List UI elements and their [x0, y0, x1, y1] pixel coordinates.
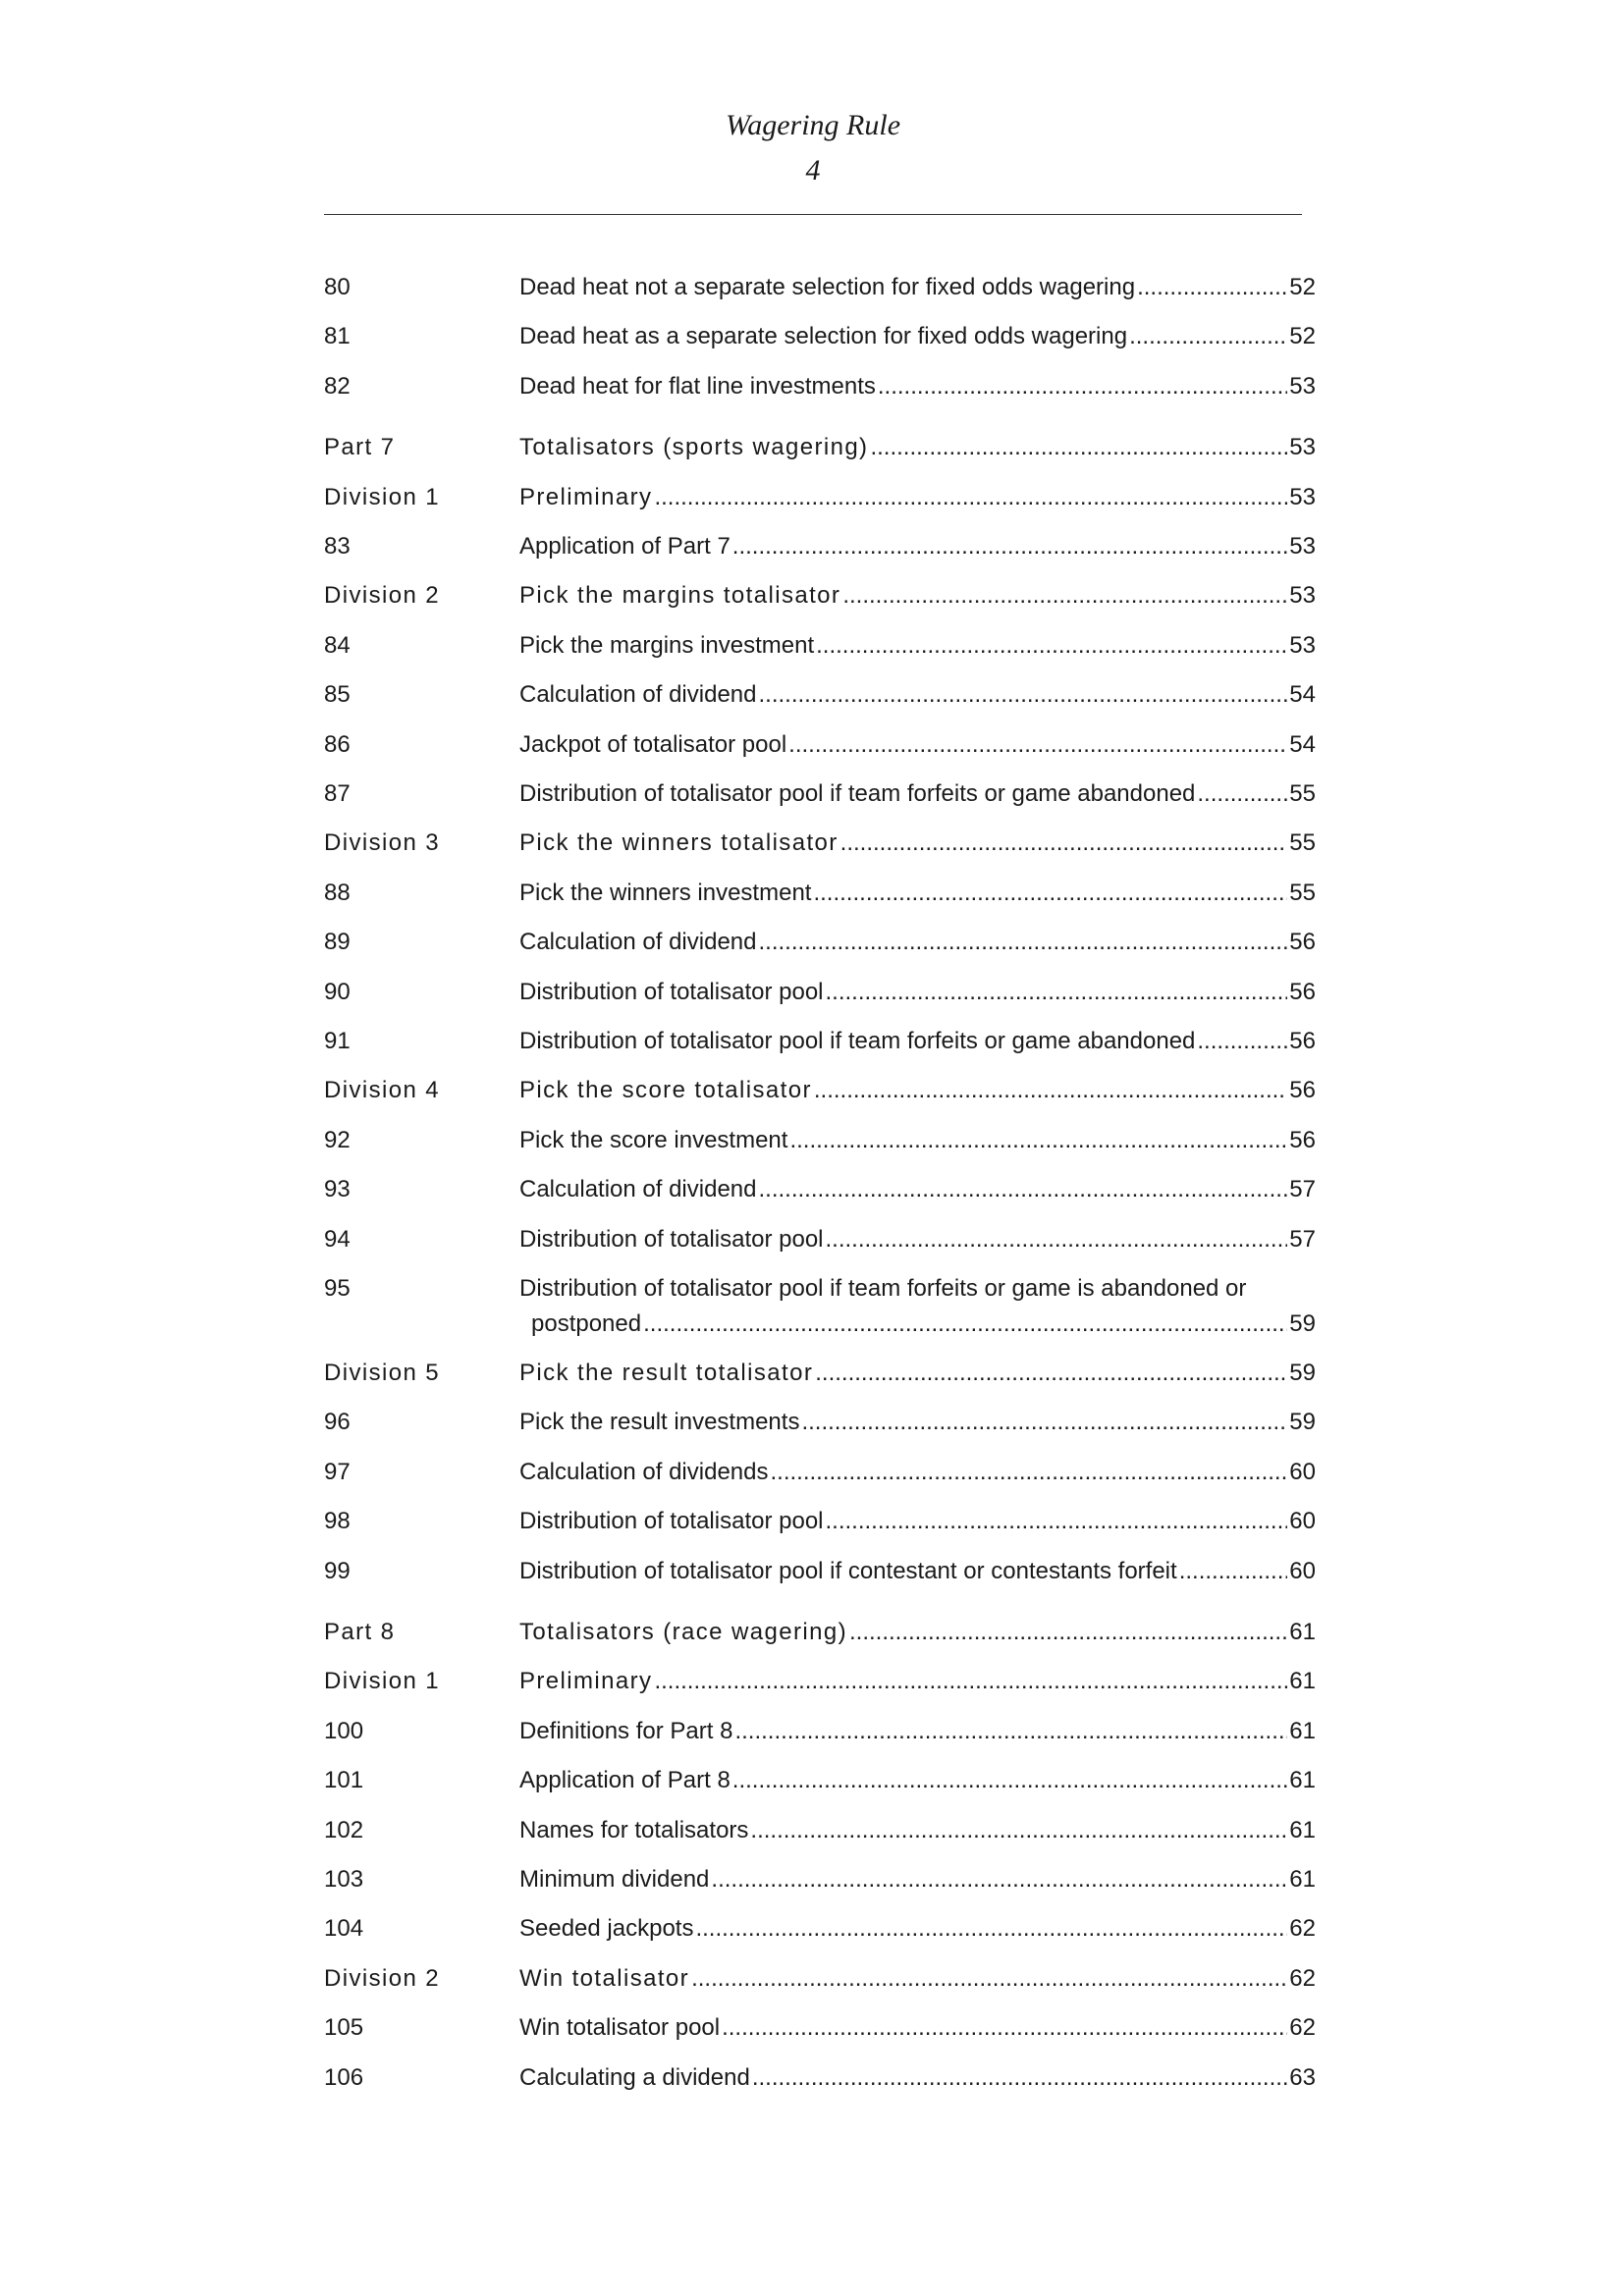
toc-section-row[interactable]	[324, 1027, 1316, 1076]
toc-number: 105	[324, 2014, 364, 2042]
toc-leader-dots	[711, 1865, 1287, 1895]
toc-heading-row[interactable]	[324, 1359, 1316, 1408]
toc-number: 89	[324, 929, 351, 956]
toc-number: 98	[324, 1508, 351, 1535]
toc-entry	[519, 631, 1316, 661]
toc-leader-dots	[691, 1964, 1287, 1994]
toc-leader-dots	[788, 730, 1287, 760]
toc-number: 92	[324, 1126, 351, 1153]
toc-section-row[interactable]	[324, 1766, 1316, 1815]
toc-entry	[519, 273, 1316, 302]
toc-title: Distribution of totalisator pool if team forfeits or game abandoned	[519, 1028, 1196, 1054]
toc-leader-dots	[759, 928, 1288, 957]
toc-title: Seeded jackpots	[519, 1915, 694, 1943]
toc-section-row[interactable]	[324, 1458, 1316, 1507]
toc-number: 100	[324, 1717, 364, 1744]
toc-title: Distribution of totalisator pool	[519, 1225, 824, 1253]
toc-title: Distribution of totalisator pool	[519, 978, 824, 1005]
toc-leader-dots	[732, 532, 1288, 561]
toc-heading-row[interactable]	[324, 1076, 1316, 1125]
toc-leader-dots	[816, 631, 1287, 661]
toc-leader-dots	[826, 1507, 1288, 1536]
toc-title: Calculation of dividend	[519, 681, 757, 709]
toc-title: Application of Part 7	[519, 533, 731, 560]
toc-page: 52	[1289, 274, 1316, 300]
toc-section-row[interactable]	[324, 1274, 1316, 1337]
toc-section-row[interactable]	[324, 1914, 1316, 1963]
toc-page: 52	[1289, 323, 1316, 350]
toc-leader-dots	[1137, 273, 1287, 302]
toc-page: 61	[1289, 1866, 1316, 1893]
toc-section-row[interactable]	[324, 532, 1316, 581]
toc-section-row[interactable]	[324, 1175, 1316, 1224]
toc-section-row[interactable]	[324, 1126, 1316, 1175]
toc-entry	[519, 1766, 1316, 1795]
toc-entry	[519, 730, 1316, 760]
toc-entry	[519, 1507, 1316, 1536]
page-number: 4	[805, 154, 821, 187]
toc-title: Totalisators (sports wagering)	[519, 434, 869, 461]
toc-entry	[519, 1126, 1316, 1155]
toc-page: 60	[1289, 1557, 1316, 1584]
toc-page: 56	[1289, 1077, 1316, 1104]
toc-entry	[519, 1667, 1316, 1696]
toc-leader-dots	[759, 1175, 1288, 1204]
toc-section-row[interactable]	[324, 2013, 1316, 2062]
toc-title: Calculation of dividend	[519, 1176, 757, 1203]
toc-leader-dots	[750, 1816, 1287, 1845]
toc-entry	[519, 483, 1316, 512]
toc-title: Totalisators (race wagering)	[519, 1619, 847, 1645]
toc-entry	[519, 1557, 1316, 1586]
toc-page: 53	[1289, 631, 1316, 659]
toc-section-row[interactable]	[324, 730, 1316, 779]
toc-entry	[519, 1076, 1316, 1105]
toc-page: 57	[1289, 1225, 1316, 1253]
toc-leader-dots	[752, 2063, 1287, 2093]
toc-leader-dots	[878, 372, 1287, 401]
toc-section-row[interactable]	[324, 1717, 1316, 1766]
toc-number: 106	[324, 2063, 364, 2091]
toc-entry	[519, 322, 1316, 351]
toc-leader-dots	[643, 1309, 1287, 1339]
toc-entry	[519, 433, 1316, 462]
toc-leader-dots	[813, 879, 1287, 908]
toc-title: Win totalisator pool	[519, 2014, 721, 2042]
toc-page: 56	[1289, 1126, 1316, 1153]
toc-leader-dots	[1197, 779, 1287, 809]
toc-heading-row[interactable]	[324, 1964, 1316, 2013]
toc-leader-dots	[842, 581, 1287, 611]
toc-title: Minimum dividend	[519, 1866, 710, 1893]
toc-heading-row[interactable]	[324, 828, 1316, 878]
toc-title: Dead heat for flat line investments	[519, 372, 876, 400]
toc-section-row[interactable]	[324, 779, 1316, 828]
toc-title-continued: postponed	[531, 1310, 642, 1337]
toc-number: 103	[324, 1866, 364, 1893]
toc-entry	[519, 372, 1316, 401]
toc-section-row[interactable]	[324, 2063, 1316, 2112]
toc-leader-dots	[1129, 322, 1287, 351]
toc-leader-dots	[732, 1766, 1288, 1795]
running-header	[324, 106, 1302, 190]
toc-page: 61	[1289, 1767, 1316, 1794]
toc-title: Distribution of totalisator pool if team forfeits or game abandoned	[519, 780, 1196, 807]
toc-section-row[interactable]	[324, 1225, 1316, 1274]
toc-number: 83	[324, 533, 351, 560]
toc-number: 87	[324, 780, 351, 807]
toc-page: 62	[1289, 1964, 1316, 1992]
toc-page: 61	[1289, 1816, 1316, 1843]
toc-entry	[519, 1618, 1316, 1647]
toc-entry	[519, 1717, 1316, 1746]
toc-leader-dots	[695, 1914, 1287, 1944]
toc-section-row[interactable]	[324, 928, 1316, 977]
toc-leader-dots	[840, 828, 1288, 858]
toc-entry	[519, 2013, 1316, 2043]
toc-section-row[interactable]	[324, 1865, 1316, 1914]
toc-leader-dots	[1179, 1557, 1288, 1586]
document-title: Wagering Rule	[725, 109, 901, 141]
toc-entry	[519, 581, 1316, 611]
toc-page: 59	[1289, 1360, 1316, 1386]
toc-title: Calculation of dividend	[519, 929, 757, 956]
toc-page: 61	[1289, 1717, 1316, 1744]
toc-leader-dots	[654, 1667, 1287, 1696]
toc-title: Distribution of totalisator pool if contestant or contestants forfeit	[519, 1557, 1177, 1584]
toc-entry	[519, 680, 1316, 710]
toc-entry	[519, 1027, 1316, 1056]
toc-number: 97	[324, 1458, 351, 1485]
toc-number: Division 5	[324, 1360, 441, 1386]
toc-section-row[interactable]	[324, 1507, 1316, 1556]
toc-number: Division 3	[324, 829, 441, 857]
toc-title: Pick the winners totalisator	[519, 829, 839, 857]
toc-leader-dots	[826, 978, 1288, 1007]
toc-page: 62	[1289, 2014, 1316, 2042]
toc-number: Part 8	[324, 1619, 396, 1645]
toc-heading-row[interactable]	[324, 1618, 1316, 1667]
toc-title: Calculating a dividend	[519, 2063, 750, 2091]
toc-page: 56	[1289, 978, 1316, 1005]
toc-entry	[519, 1816, 1316, 1845]
toc-leader-dots	[722, 2013, 1287, 2043]
toc-title: Names for totalisators	[519, 1816, 749, 1843]
toc-entry	[519, 978, 1316, 1007]
toc-number: 82	[324, 372, 351, 400]
toc-number: 85	[324, 681, 351, 709]
toc-heading-row[interactable]	[324, 581, 1316, 630]
toc-title: Pick the margins investment	[519, 631, 815, 659]
toc-heading-row[interactable]	[324, 483, 1316, 532]
toc-title: Pick the score investment	[519, 1126, 788, 1153]
toc-number: 104	[324, 1915, 364, 1943]
toc-title: Calculation of dividends	[519, 1458, 769, 1485]
header-rule	[324, 214, 1302, 215]
toc-leader-dots	[849, 1618, 1287, 1647]
toc-number: Part 7	[324, 434, 396, 461]
toc-number: 81	[324, 323, 351, 350]
toc-entry	[519, 1914, 1316, 1944]
toc-page: 54	[1289, 681, 1316, 709]
toc-page: 63	[1289, 2063, 1316, 2091]
toc-leader-dots	[654, 483, 1287, 512]
toc-section-row[interactable]	[324, 680, 1316, 729]
toc-page: 53	[1289, 582, 1316, 610]
toc-entry	[519, 1274, 1316, 1339]
toc-title: Pick the winners investment	[519, 879, 812, 906]
toc-section-row[interactable]	[324, 273, 1316, 322]
toc-entry	[519, 879, 1316, 908]
toc-heading-row[interactable]	[324, 1667, 1316, 1716]
toc-leader-dots	[826, 1225, 1288, 1255]
toc-number: 88	[324, 879, 351, 906]
toc-leader-dots	[801, 1408, 1287, 1437]
toc-title: Application of Part 8	[519, 1767, 731, 1794]
toc-title: Preliminary	[519, 1668, 653, 1695]
toc-page: 53	[1289, 533, 1316, 560]
toc-number: Division 1	[324, 1668, 441, 1695]
toc-section-row[interactable]	[324, 631, 1316, 680]
toc-page: 53	[1289, 372, 1316, 400]
toc-number: Division 2	[324, 582, 441, 610]
toc-title: Jackpot of totalisator pool	[519, 730, 787, 758]
toc-number: Division 2	[324, 1964, 441, 1992]
toc-page: 60	[1289, 1508, 1316, 1535]
toc-section-row[interactable]	[324, 1408, 1316, 1457]
toc-number: 95	[324, 1275, 351, 1302]
toc-page: 53	[1289, 434, 1316, 461]
toc-entry	[519, 1964, 1316, 1994]
toc-entry	[519, 828, 1316, 858]
toc-title: Pick the result totalisator	[519, 1360, 814, 1386]
toc-number: 101	[324, 1767, 364, 1794]
toc-section-row[interactable]	[324, 879, 1316, 928]
toc-leader-dots	[759, 680, 1288, 710]
toc-entry	[519, 1865, 1316, 1895]
toc-section-row[interactable]	[324, 372, 1316, 421]
toc-entry	[519, 1458, 1316, 1487]
toc-section-row[interactable]	[324, 1557, 1316, 1606]
toc-number: 94	[324, 1225, 351, 1253]
toc-leader-dots	[814, 1076, 1287, 1105]
toc-title: Distribution of totalisator pool if team forfeits or game is abandoned or	[519, 1275, 1247, 1302]
toc-title: Dead heat not a separate selection for fixed odds wagering	[519, 274, 1136, 300]
toc-leader-dots	[734, 1717, 1287, 1746]
toc-page: 56	[1289, 929, 1316, 956]
toc-section-row[interactable]	[324, 978, 1316, 1027]
toc-page: 57	[1289, 1176, 1316, 1203]
toc-number: Division 4	[324, 1077, 441, 1104]
toc-section-row[interactable]	[324, 1816, 1316, 1865]
toc-entry	[519, 1175, 1316, 1204]
toc-title: Pick the result investments	[519, 1409, 800, 1436]
toc-number: 91	[324, 1028, 351, 1054]
toc-page: 61	[1289, 1668, 1316, 1695]
toc-entry	[519, 779, 1316, 809]
toc-entry	[519, 532, 1316, 561]
toc-number: 99	[324, 1557, 351, 1584]
toc-page: 59	[1289, 1310, 1316, 1337]
toc-page: 53	[1289, 483, 1316, 510]
toc-entry	[519, 2063, 1316, 2093]
toc-title: Distribution of totalisator pool	[519, 1508, 824, 1535]
toc-number: 86	[324, 730, 351, 758]
toc-number: Division 1	[324, 483, 441, 510]
toc-number: 102	[324, 1816, 364, 1843]
toc-leader-dots	[771, 1458, 1288, 1487]
toc-entry	[519, 928, 1316, 957]
toc-leader-dots	[789, 1126, 1287, 1155]
toc-page: 55	[1289, 879, 1316, 906]
toc-page: 62	[1289, 1915, 1316, 1943]
toc-title: Win totalisator	[519, 1964, 690, 1992]
toc-heading-row[interactable]	[324, 433, 1316, 482]
toc-page: 55	[1289, 829, 1316, 857]
toc-title: Definitions for Part 8	[519, 1717, 733, 1744]
toc-number: 93	[324, 1176, 351, 1203]
toc-number: 90	[324, 978, 351, 1005]
toc-entry	[519, 1408, 1316, 1437]
toc-page: 61	[1289, 1619, 1316, 1645]
toc-page: 60	[1289, 1458, 1316, 1485]
toc-page: 59	[1289, 1409, 1316, 1436]
toc-title: Preliminary	[519, 483, 653, 510]
toc-page: 56	[1289, 1028, 1316, 1054]
toc-entry	[519, 1225, 1316, 1255]
toc-number: 96	[324, 1409, 351, 1436]
toc-page: 55	[1289, 780, 1316, 807]
toc-title: Pick the score totalisator	[519, 1077, 812, 1104]
toc-title: Pick the margins totalisator	[519, 582, 841, 610]
toc-leader-dots	[1197, 1027, 1287, 1056]
toc-number: 84	[324, 631, 351, 659]
toc-leader-dots	[870, 433, 1287, 462]
toc-page: 54	[1289, 730, 1316, 758]
toc-title: Dead heat as a separate selection for fixed odds wagering	[519, 323, 1128, 350]
toc-section-row[interactable]	[324, 322, 1316, 371]
toc-number: 80	[324, 274, 351, 300]
toc-leader-dots	[815, 1359, 1287, 1388]
toc-entry	[519, 1359, 1316, 1388]
